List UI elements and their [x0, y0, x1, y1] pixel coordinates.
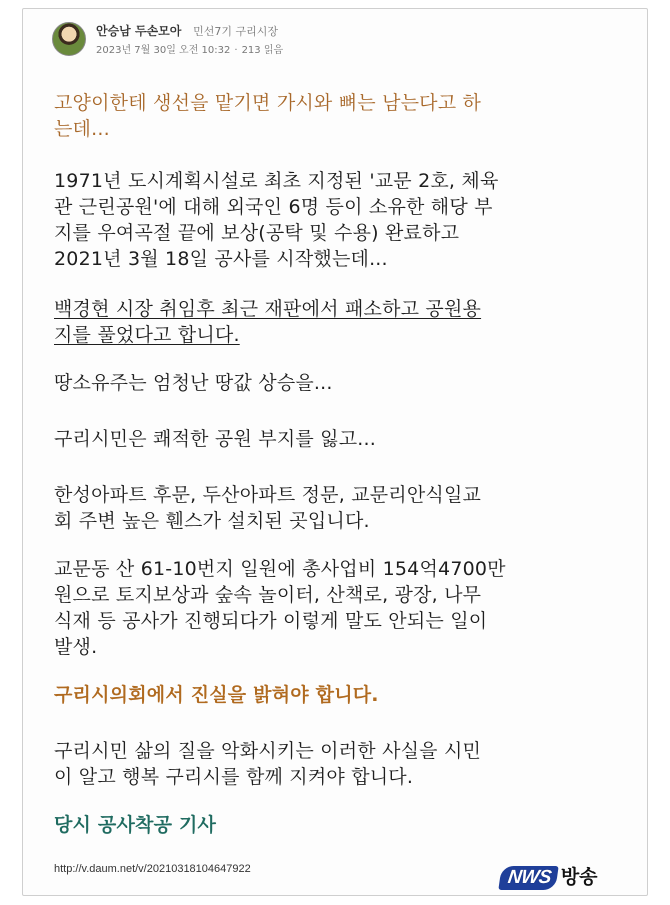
- paragraph-budget: 교문동 산 61-10번지 일원에 총사업비 154억4700만 원으로 토지보상과 숲속 놀이터, 산책로, 광장, 나무 식재 등 공사가 진행되다가 이렇게 말도 안되는 일이 발생.: [54, 558, 506, 658]
- watermark-text: 방송: [560, 867, 598, 888]
- post-date: 2023년 7월 30일 오전 10:32: [96, 45, 231, 56]
- paragraph-article-heading: 당시 공사착공 기사: [54, 814, 217, 836]
- author-line: [96, 22, 278, 39]
- post-meta: 2023년 7월 30일 오전 10:32 · 213 읽음: [96, 45, 284, 56]
- article-link[interactable]: http://v.daum.net/v/20210318104647922: [54, 863, 251, 875]
- post-views: 213 읽음: [241, 45, 284, 56]
- nws-logo: NWS: [498, 866, 558, 890]
- paragraph-history: 1971년 도시계획시설로 최초 지정된 '교문 2호, 체육 관 근린공원'에 대해 외국인 6명 등이 소유한 해당 부 지를 우여곡절 끝에 보상(공탁 및 수용) 완료하고 2021년 3월 18일 공사를 시작했는데...: [54, 170, 499, 270]
- paragraph-location: 한성아파트 후문, 두산아파트 정문, 교문리안식일교 회 주변 높은 휀스가 설치된 곳입니다.: [54, 484, 482, 532]
- broadcaster-watermark: [500, 866, 598, 892]
- paragraph-council: 구리시의회에서 진실을 밝혀야 합니다.: [54, 684, 379, 706]
- paragraph-intro: 고양이한테 생선을 맡기면 가시와 뼈는 남는다고 하 는데...: [54, 92, 482, 140]
- author-avatar[interactable]: [52, 22, 86, 56]
- paragraph-underlined: 백경현 시장 취임후 최근 재판에서 패소하고 공원용 지를 풀었다고 합니다.: [54, 298, 482, 346]
- paragraph-appeal: 구리시민 삶의 질을 악화시키는 이러한 사실을 시민 이 알고 행복 구리시를 함께 지켜야 합니다.: [54, 740, 482, 788]
- paragraph-citizens: 구리시민은 쾌적한 공원 부지를 잃고...: [54, 428, 376, 450]
- author-role: 민선7기 구리시장: [193, 25, 279, 38]
- author-name[interactable]: 안승남 두손모아: [96, 24, 182, 38]
- paragraph-landowner: 땅소유주는 엄청난 땅값 상승을...: [54, 372, 333, 394]
